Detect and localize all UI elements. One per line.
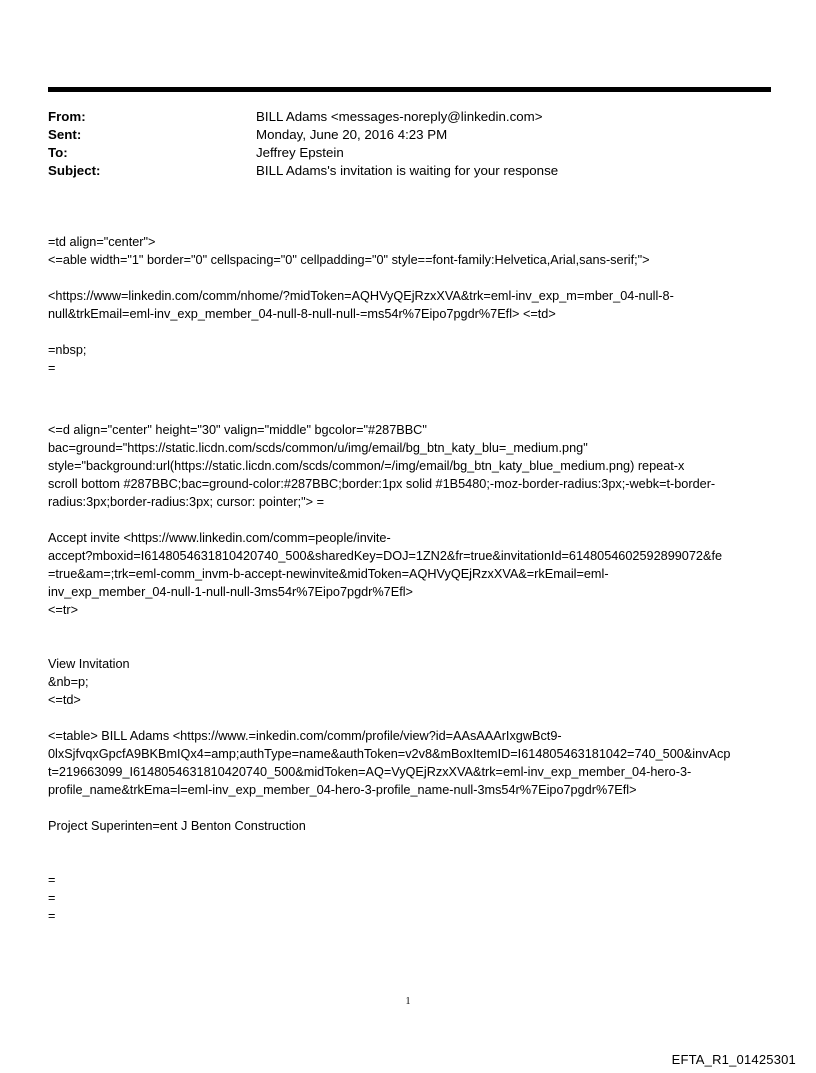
body-link-line: t=219663099_I6148054631810420740_500&midToken=AQ=VyQEjRzxXVA&trk=eml-inv_exp_member_04-hero-3- [48, 765, 692, 779]
accept-invite-link: Accept invite <https://www.linkedin.com/comm=people/invite- [48, 531, 391, 545]
body-line: scroll bottom #287BBC;bac=ground-color:#287BBC;border:1px solid #1B5480;-moz-border-radius:3px;-webk=t-border- [48, 477, 716, 491]
body-line: style="background:url(https://static.licdn.com/scds/common/=/img/email/bg_btn_katy_blue_medium.png) repeat-x [48, 459, 685, 473]
to-value: Jeffrey Epstein [256, 145, 344, 160]
body-line: =td align="center"> [48, 235, 156, 249]
to-label: To: [48, 145, 68, 160]
profile-link-line: <=table> BILL Adams <https://www.=inkedin.com/comm/profile/view?id=AAsAAArIxgwBct9- [48, 729, 562, 743]
body-link-line: 0lxSjfvqxGpcfA9BKBmIQx4=amp;authType=name&authToken=v2v8&mBoxItemID=I614805463181042=740_500&invAcp [48, 747, 731, 761]
sent-label: Sent: [48, 127, 82, 142]
page-number: 1 [405, 996, 411, 1007]
body-line: <=d align="center" height="30" valign="middle" bgcolor="#287BBC" [48, 423, 427, 437]
body-line: <=tr> [48, 603, 78, 617]
email-body [48, 233, 773, 925]
subject-row [48, 162, 771, 180]
header-rule [48, 87, 771, 92]
to-row [48, 144, 771, 162]
body-line: = [48, 909, 56, 923]
body-link-line: inv_exp_member_04-null-1-null-null-3ms54r%7Eipo7pgdr%7Efl> [48, 585, 413, 599]
bates-number: EFTA_R1_01425301 [671, 1052, 796, 1067]
body-link-line: <https://www=linkedin.com/comm/nhome/?midToken=AQHVyQEjRzxXVA&trk=eml-inv_exp_m=mber_04-null-8- [48, 289, 674, 303]
body-link-line: null&trkEmail=eml-inv_exp_member_04-null-8-null-null-=ms54r%7Eipo7pgdr%7Efl> <=td> [48, 307, 556, 321]
view-invitation-text: View Invitation [48, 657, 130, 671]
body-line: <=able width="1" border="0" cellspacing="0" cellpadding="0" style==font-family:Helvetica,Arial,sans-serif;"> [48, 253, 650, 267]
body-link-line: profile_name&trkEma=l=eml-inv_exp_member_04-hero-3-profile_name-null-3ms54r%7Eipo7pgdr%7Efl> [48, 783, 637, 797]
body-link-line: accept?mboxid=I6148054631810420740_500&sharedKey=DOJ=1ZN2&fr=true&invitationId=6148054602592899072&fe [48, 549, 723, 563]
body-line: radius:3px;border-radius:3px; cursor: pointer;"> = [48, 495, 325, 509]
body-line: &nb=p; [48, 675, 89, 689]
body-line: =nbsp; [48, 343, 87, 357]
body-line: bac=ground="https://static.licdn.com/scds/common/u/img/email/bg_btn_katy_blu=_medium.png" [48, 441, 588, 455]
body-line: = [48, 891, 56, 905]
body-line: <=td> [48, 693, 81, 707]
from-label: From: [48, 109, 86, 124]
subject-value: BILL Adams's invitation is waiting for your response [256, 163, 559, 178]
body-line: = [48, 361, 56, 375]
from-row [48, 108, 771, 126]
email-header [48, 108, 771, 180]
body-link-line: =true&am=;trk=eml-comm_invm-b-accept-newinvite&midToken=AQHVyQEjRzxXVA&=rkEmail=eml- [48, 567, 609, 581]
from-value: BILL Adams <messages-noreply@linkedin.com> [256, 109, 543, 124]
job-title-text: Project Superinten=ent J Benton Construction [48, 819, 306, 833]
body-line: = [48, 873, 56, 887]
subject-label: Subject: [48, 163, 101, 178]
sent-value: Monday, June 20, 2016 4:23 PM [256, 127, 448, 142]
sent-row [48, 126, 771, 144]
